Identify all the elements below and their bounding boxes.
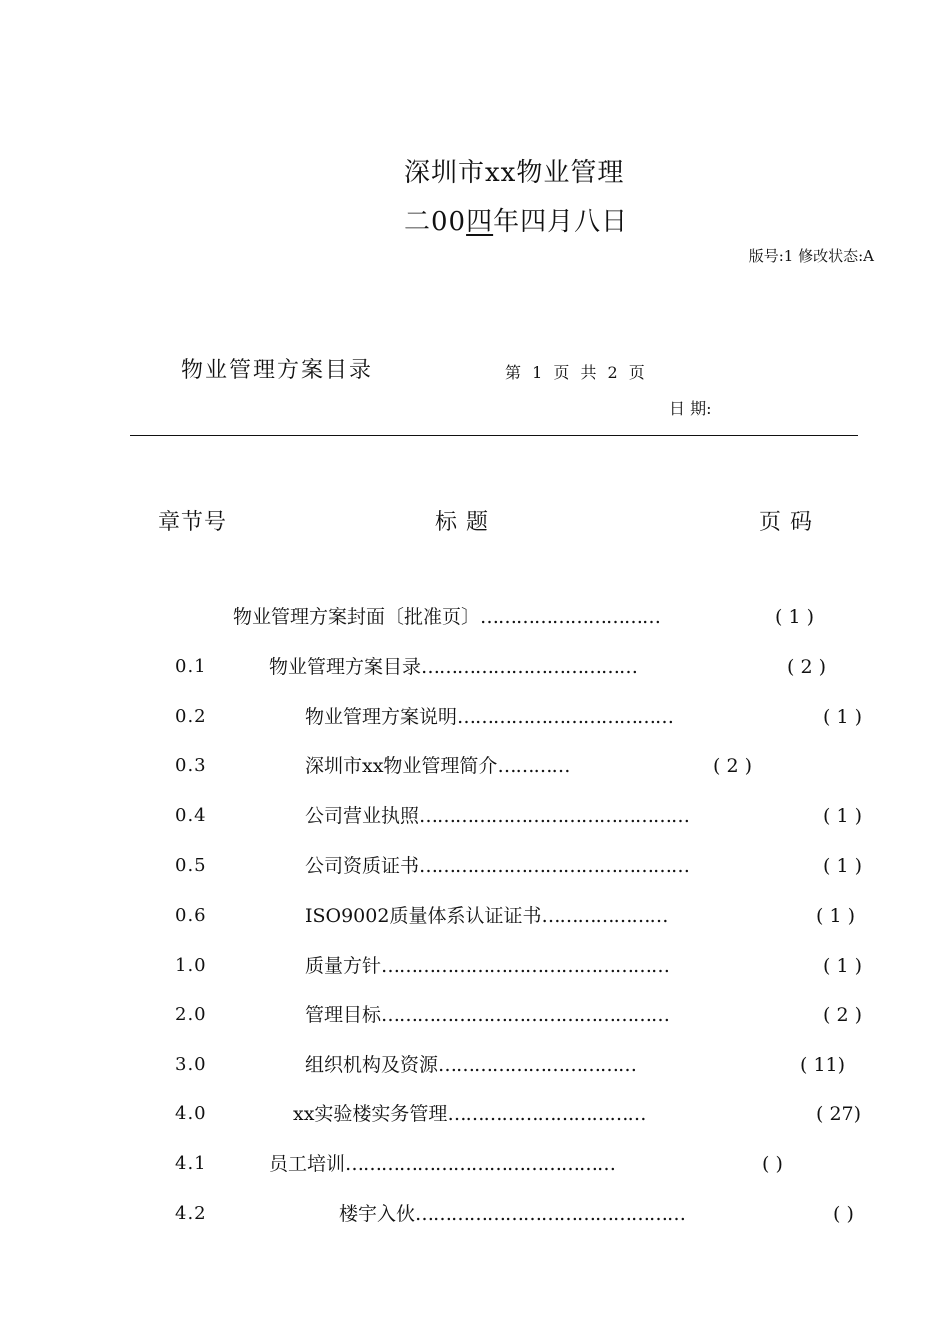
cover-date-suffix: 年四月八日 — [493, 207, 629, 237]
entry-title: 公司营业执照 — [305, 805, 420, 827]
entry-page: ( 11) — [800, 1054, 846, 1076]
entry-number: 3.0 — [175, 1054, 207, 1075]
entry-number: 0.2 — [175, 706, 207, 727]
toc-entry[interactable] — [293, 1100, 645, 1128]
entry-dots: ………………………………………… — [381, 1004, 670, 1026]
toc-entry[interactable] — [305, 1001, 669, 1029]
entry-number: 0.6 — [175, 905, 207, 926]
column-title: 标 题 — [435, 510, 489, 535]
entry-dots: …………………………… — [438, 1054, 637, 1076]
entry-title: 管理目标 — [305, 1004, 382, 1026]
entry-page: ( 1 ) — [823, 706, 862, 728]
entry-page: ( ) — [833, 1203, 854, 1225]
entry-title: 公司资质证书 — [305, 855, 420, 877]
toc-entry[interactable] — [305, 902, 667, 930]
entry-title: 物业管理方案封面〔批准页〕 — [233, 606, 481, 628]
toc-entry[interactable] — [305, 852, 689, 880]
entry-dots: ……………………………………… — [345, 1153, 616, 1175]
entry-number: 0.1 — [175, 656, 207, 677]
page-info: 第 1 页 共 2 页 — [505, 363, 645, 382]
entry-number: 1.0 — [175, 955, 207, 976]
toc-entry[interactable] — [305, 752, 569, 780]
toc-entry[interactable] — [269, 1150, 615, 1178]
cover-date — [404, 201, 628, 238]
entry-page: ( 27) — [816, 1103, 862, 1125]
entry-title: xx实验楼实务管理 — [293, 1103, 448, 1125]
entry-dots: ………………………………………… — [381, 955, 670, 977]
entry-number: 0.3 — [175, 755, 207, 776]
toc-entry[interactable] — [339, 1200, 685, 1228]
toc-entry[interactable] — [233, 603, 660, 631]
entry-title: 物业管理方案说明 — [305, 706, 458, 728]
toc-entry[interactable] — [305, 802, 689, 830]
entry-title: 物业管理方案目录 — [269, 656, 422, 678]
header-rule — [130, 435, 858, 436]
entry-dots: ……………………………………… — [419, 855, 690, 877]
cover-date-underlined: 四 — [466, 207, 494, 237]
toc-entry[interactable] — [269, 653, 637, 681]
toc-entry[interactable] — [305, 703, 673, 731]
entry-page: ( 1 ) — [816, 905, 855, 927]
entry-dots: ………………… — [541, 905, 668, 927]
entry-title: 组织机构及资源 — [305, 1054, 439, 1076]
cover-date-prefix: 二00 — [404, 207, 467, 237]
entry-page: ( 1 ) — [775, 606, 814, 628]
entry-number: 0.4 — [175, 805, 207, 826]
entry-page: ( 1 ) — [823, 955, 862, 977]
entry-dots: ……………………………… — [457, 706, 674, 728]
entry-dots: ……………………………… — [421, 656, 638, 678]
entry-page: ( 2 ) — [823, 1004, 862, 1026]
toc-entry[interactable] — [305, 1051, 636, 1079]
toc-title: 物业管理方案目录 — [181, 358, 374, 383]
entry-number: 4.2 — [175, 1203, 207, 1224]
entry-title: 深圳市xx物业管理简介 — [305, 755, 498, 777]
entry-dots: ……………………………………… — [419, 805, 690, 827]
entry-page: ( 1 ) — [823, 805, 862, 827]
entry-number: 4.1 — [175, 1153, 207, 1174]
entry-title: ISO9002质量体系认证证书 — [305, 905, 542, 927]
entry-number: 2.0 — [175, 1004, 207, 1025]
entry-page: ( 2 ) — [713, 755, 752, 777]
column-page: 页 码 — [759, 510, 813, 535]
entry-number: 4.0 — [175, 1103, 207, 1124]
company-title: 深圳市xx物业管理 — [404, 158, 625, 188]
date-label: 日 期: — [669, 399, 712, 418]
entry-dots: …………………………… — [447, 1103, 646, 1125]
entry-dots: ……………………………………… — [415, 1203, 686, 1225]
entry-title: 楼宇入伙 — [339, 1203, 416, 1225]
column-chapter: 章节号 — [158, 510, 228, 535]
entry-dots: ………………………… — [480, 606, 661, 628]
entry-page: ( 1 ) — [823, 855, 862, 877]
entry-page: ( 2 ) — [787, 656, 826, 678]
entry-number: 0.5 — [175, 855, 207, 876]
entry-title: 质量方针 — [305, 955, 382, 977]
toc-entry[interactable] — [305, 952, 669, 980]
entry-page: ( ) — [762, 1153, 783, 1175]
version-label: 版号:1 修改状态:A — [748, 247, 874, 265]
entry-dots: ………… — [497, 755, 570, 777]
entry-title: 员工培训 — [269, 1153, 346, 1175]
